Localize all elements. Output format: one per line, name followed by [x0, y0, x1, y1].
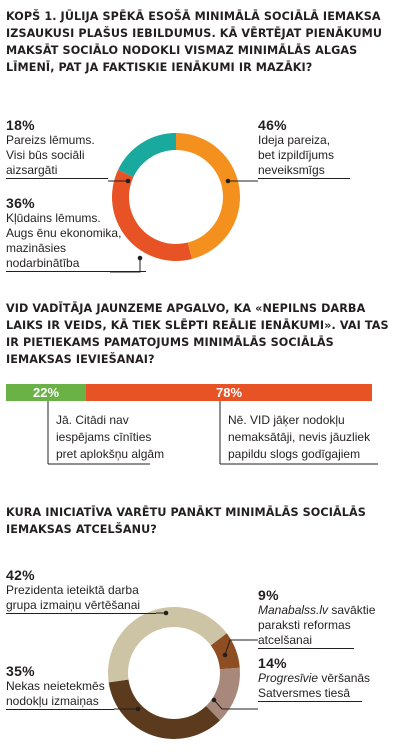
label-18-line-3: aizsargāti: [6, 163, 108, 179]
bar-text-78-line-3: papildu slogs godīgajiem: [228, 447, 361, 461]
bar-text-78-line-1: Nē. VID jāķer nodokļu: [228, 413, 345, 427]
pct-14: 14%: [258, 655, 287, 671]
label-9-line-3: atcelšanai: [258, 633, 354, 649]
label-42-line-1: Prezidenta ieteiktā darba: [6, 583, 139, 597]
question-3: KURA INICIATĪVA VARĒTU PANĀKT MINIMĀLĀS SOCIĀLĀS IEMAKSAS ATCELŠANU?: [6, 506, 366, 536]
label-14-line-1-rest: vēršanās: [318, 671, 371, 685]
leader-35-dot: [136, 707, 141, 712]
leader-14-dot: [212, 698, 217, 703]
label-14: [258, 656, 370, 702]
label-35-line-2: nodokļu izmaiņas: [6, 694, 114, 710]
label-36-line-2: Augs ēnu ekonomika,: [6, 226, 122, 240]
label-46-line-3: neveiksmīgs: [258, 163, 350, 179]
leader-9-dot: [223, 653, 228, 658]
label-18-line-1: Pareizs lēmums.: [6, 133, 95, 147]
question-2: VID VADĪTĀJA JAUNZEME APGALVO, KA «NEPILNS DARBA LAIKS IR VEIDS, KĀ TIEK SLĒPTI REĀLIE IENĀKUMI». VAI TAS IR PIETIEKAMS PAMATOJUMS MINIMĀLĀS SOCIĀLĀS IEMAKSAS IEVIEŠANAI?: [6, 302, 389, 366]
label-14-italic-word: Progresīvie: [258, 671, 319, 685]
bar-label-22: 22%: [32, 385, 60, 400]
label-9-line-1: [258, 603, 375, 618]
label-46-line-1: Ideja pareiza,: [258, 133, 331, 147]
donut-3-slice-42: [108, 607, 227, 682]
label-14-line-1: [258, 671, 370, 686]
pct-46: 46%: [258, 117, 287, 133]
label-9-italic-word: Manabalss.lv: [258, 603, 329, 617]
label-9: [258, 588, 375, 649]
bar-text-22-line-3: pret aplokšņu algām: [56, 447, 165, 461]
label-18-line-2: Visi būs sociāli: [6, 148, 85, 162]
label-42-line-2: grupa izmaiņu vērtēšanai: [6, 598, 156, 614]
leader-42-dot: [164, 611, 169, 616]
label-14-line-2: Satversmes tiesā: [258, 686, 362, 702]
pct-35: 35%: [6, 663, 35, 679]
label-36-line-4: nodarbinātība: [6, 256, 146, 272]
donut-3-slices: [108, 607, 240, 739]
label-35-line-1: Nekas neietekmēs: [6, 679, 105, 693]
label-9-line-1-rest: savāktie: [328, 603, 376, 617]
pct-36: 36%: [6, 195, 35, 211]
label-9-line-2: paraksti reformas: [258, 618, 351, 632]
bar-text-22-line-2: iespējams cīnīties: [56, 430, 152, 444]
pct-18: 18%: [6, 117, 35, 133]
question-1: KOPŠ 1. JŪLIJA SPĒKĀ ESOŠĀ MINIMĀLĀ SOCIĀLĀ IEMAKSA IZSAUKUSI PLAŠUS IEBILDUMUS. KĀ VĒRTĒJAT PIENĀKUMU MAKSĀT SOCIĀLO NODOKLI VISMAZ MINIMĀLĀS ALGAS LĪMENĪ, PAT JA FAKTISKIE IENĀKUMI IR MAZĀKI?: [6, 10, 383, 74]
label-36-line-1: Kļūdains lēmums.: [6, 211, 101, 225]
label-42: [6, 568, 156, 614]
label-36-line-3: mazināsies: [6, 241, 67, 255]
bar-text-22-line-1: Jā. Citādi nav: [56, 413, 129, 427]
label-35: [6, 664, 114, 710]
pct-9: 9%: [258, 587, 279, 603]
bar-label-78: 78%: [215, 385, 243, 400]
label-46-line-2: bet izpildījums: [258, 148, 335, 162]
bar-text-78-line-2: nemaksātāji, nevis jāuzliek: [228, 430, 371, 444]
pct-42: 42%: [6, 567, 35, 583]
